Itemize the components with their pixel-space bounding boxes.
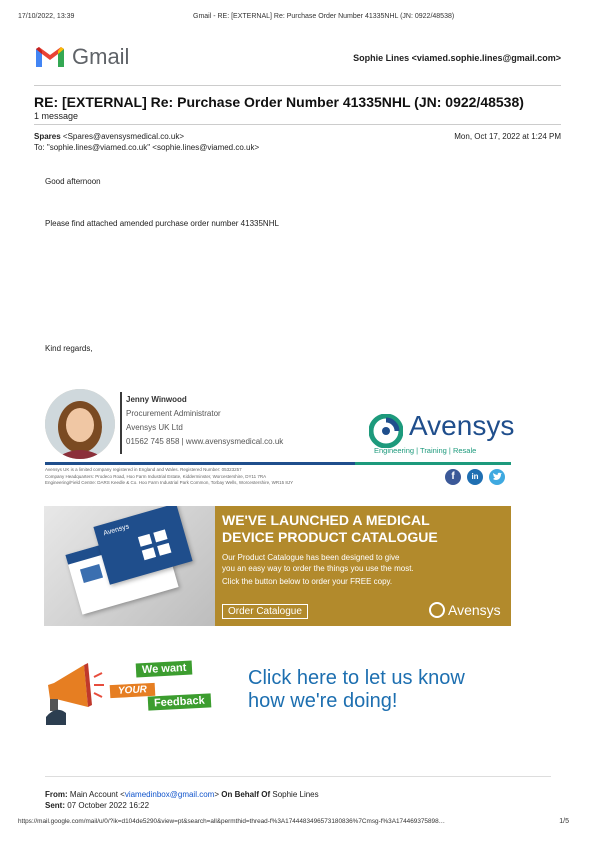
forward-from-line [45, 790, 319, 799]
brochure-cover [93, 506, 192, 585]
avensys-swirl-icon [369, 414, 403, 448]
forward-from-email[interactable]: viamedinbox@gmail.com [124, 790, 215, 799]
banner-copy-line: Our Product Catalogue has been designed to give [222, 553, 400, 562]
signature-name: Jenny Winwood [126, 395, 187, 404]
banner-copy-line: you an easy way to order the things you use the most. [222, 563, 414, 573]
forward-sent-line [45, 801, 149, 810]
banner-avensys-logo: Avensys [448, 602, 501, 618]
thread-subject: RE: [EXTERNAL] Re: Purchase Order Number 41335NHL (JN: 0922/48538) [34, 94, 524, 110]
megaphone-icon [44, 655, 114, 725]
sender-line [34, 132, 184, 141]
signature-color-bar [45, 462, 511, 465]
brochure-image [44, 506, 215, 626]
facebook-icon[interactable]: f [445, 469, 461, 485]
twitter-icon[interactable] [489, 469, 505, 485]
print-title: Gmail - RE: [EXTERNAL] Re: Purchase Order Number 41335NHL (JN: 0922/48538) [193, 13, 455, 20]
avensys-logo-text: Avensys [409, 410, 515, 441]
banner-copy [222, 553, 414, 588]
forward-from-name: Main Account < [69, 790, 125, 799]
forward-sent-value: 07 October 2022 16:22 [67, 801, 150, 810]
on-behalf-name: Sophie Lines [272, 790, 319, 799]
message-count: 1 message [34, 111, 79, 121]
order-catalogue-button[interactable]: Order Catalogue [222, 604, 308, 619]
on-behalf-label: On Behalf Of [221, 790, 271, 799]
feedback-badge-2: YOUR [110, 683, 156, 698]
forward-from-label: From: [45, 790, 68, 799]
feedback-badge-3: Feedback [148, 693, 211, 710]
brochure-title: Avensys [102, 523, 130, 538]
banner-text-panel [215, 506, 511, 626]
gmail-logo-icon [34, 45, 66, 69]
closing: Kind regards, [45, 344, 93, 353]
signature-contact[interactable]: 01562 745 858 | www.avensysmedical.co.uk [126, 437, 284, 446]
feedback-link-line[interactable]: how we're doing! [248, 690, 398, 712]
feedback-link[interactable] [248, 667, 465, 713]
account-label: Sophie Lines <viamed.sophie.lines@gmail.com> [353, 53, 561, 63]
divider [34, 124, 561, 125]
feedback-badge-1: We want [136, 661, 193, 678]
sender-name: Spares [34, 132, 61, 141]
divider [34, 85, 561, 86]
forward-sent-label: Sent: [45, 801, 65, 810]
print-url: https://mail.google.com/mail/u/0/?ik=d104de5290&view=pt&search=all&permthid=thread-f%3A1744483496573180836%7Cmsg-f%3A174469375898… [18, 818, 446, 825]
recipient-line: To: "sophie.lines@viamed.co.uk" <sophie.lines@viamed.co.uk> [34, 143, 260, 152]
print-datetime: 17/10/2022, 13:39 [18, 13, 75, 20]
feedback-link-line[interactable]: Click here to let us know [248, 667, 465, 689]
banner-avensys-icon [429, 602, 445, 618]
legal-line: Engineering/Field Centre: DARS Keedle & Co. Hoo Farm Industrial Park Common, Torbay Wells, Worcestershire, WR15 8JY [45, 480, 294, 486]
feedback-graphic[interactable] [44, 655, 244, 725]
gmail-brand: Gmail [72, 44, 130, 69]
signature-divider [120, 392, 122, 454]
avatar [45, 389, 115, 459]
forward-from-close: > [214, 790, 219, 799]
print-page-number: 1/5 [559, 818, 569, 825]
sender-email[interactable]: <Spares@avensysmedical.co.uk> [62, 132, 184, 141]
banner-headline-line: WE'VE LAUNCHED A MEDICAL [222, 512, 430, 528]
body-text: Please find attached amended purchase order number 41335NHL [45, 219, 279, 228]
greeting: Good afternoon [45, 177, 101, 186]
divider [45, 776, 551, 777]
message-date: Mon, Oct 17, 2022 at 1:24 PM [454, 132, 561, 141]
avensys-tagline: Engineering | Training | Resale [374, 446, 477, 455]
signature-role: Procurement Administrator [126, 409, 221, 418]
legal-text [45, 467, 293, 487]
banner-headline [222, 512, 438, 546]
legal-line: Company Headquarters: Prodeco Road, Hoo Farm Industrial Estate, Kidderminster, Worcestershire, DY11 7RA [45, 473, 267, 479]
linkedin-icon[interactable]: in [467, 469, 483, 485]
legal-line: Avensys UK is a limited company registered in England and Wales. Registered Number: 05323257 [45, 467, 242, 472]
catalogue-banner[interactable] [44, 506, 511, 626]
banner-copy-line: Click the button below to order your FREE copy. [222, 577, 393, 586]
signature-company: Avensys UK Ltd [126, 423, 183, 432]
banner-headline-line: DEVICE PRODUCT CATALOGUE [222, 529, 438, 545]
